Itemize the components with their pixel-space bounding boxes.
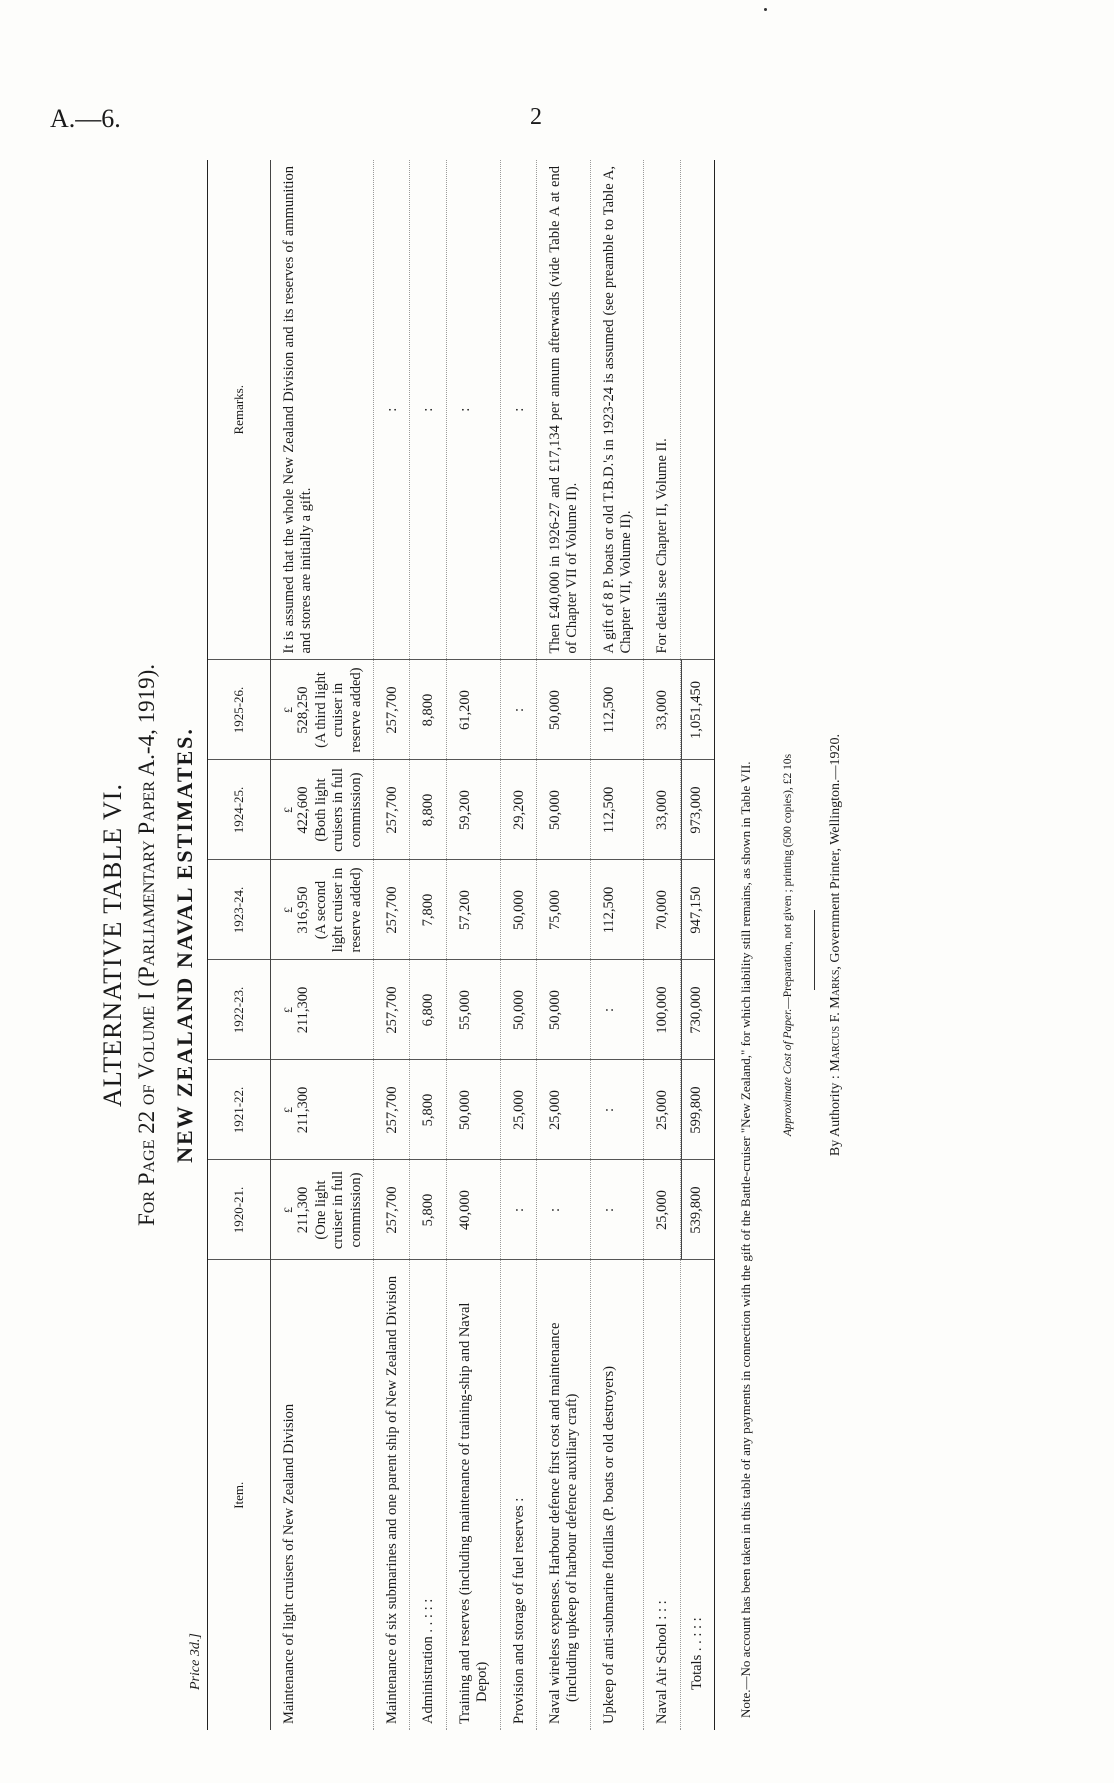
value-cell: [271, 660, 374, 760]
value-cell: [536, 960, 590, 1060]
value-cell: [271, 760, 374, 860]
value-cell: [590, 860, 644, 960]
value-cell: [271, 1060, 374, 1160]
value-cell: [500, 660, 536, 760]
printer-authority: [828, 160, 844, 1730]
value-text: :: [510, 1207, 527, 1213]
item-text: Training and reserves (including maintenance of training-ship and Naval Depot): [456, 1302, 491, 1724]
total-value: 947,150: [681, 861, 705, 960]
total-cell: [680, 1160, 714, 1260]
value-text: 29,200: [510, 790, 527, 830]
remarks-text: It is assumed that the whole New Zealand Division and its reserves of ammunition and stores are initially a gift.: [281, 166, 315, 654]
naval-estimates-table: [207, 160, 715, 1730]
value-cell: [446, 1160, 500, 1260]
total-value: 539,800: [681, 1161, 705, 1260]
value-text: 25,000: [510, 1090, 527, 1130]
value-text: 33,000: [654, 690, 671, 730]
pound-sign: £: [281, 707, 295, 713]
total-cell: [680, 760, 714, 860]
value-text: 40,000: [456, 1190, 473, 1230]
value-text: 257,700: [383, 686, 400, 734]
item-cell: [410, 1260, 446, 1730]
value-text: 112,500: [600, 886, 617, 934]
page-number: 2: [530, 104, 542, 130]
remarks-text: :: [510, 407, 527, 412]
value-cell: [410, 860, 446, 960]
remarks-text: A gift of 8 P. boats or old T.B.D.'s in 1923-24 is assumed (see preamble to Table A, Chapter VII, Volume II).: [600, 166, 635, 654]
remarks-cell: [410, 160, 446, 660]
header-1925-26: 1925-26.: [208, 660, 271, 760]
authority-prefix: By Authority :: [828, 1075, 843, 1157]
table-row: [536, 160, 590, 1730]
item-text: Administration . . : : :: [420, 1598, 437, 1724]
remarks-cell: [590, 160, 644, 660]
value-text: 5,800: [420, 1193, 437, 1227]
value-text: :: [600, 1107, 617, 1113]
remarks-cell: [536, 160, 590, 660]
value-text: 25,000: [654, 1090, 671, 1130]
header-1923-24: 1923-24.: [208, 860, 271, 960]
value-text: 7,800: [420, 893, 437, 927]
item-cell: [500, 1260, 536, 1730]
table-row: [410, 160, 446, 1730]
divider-rule: [814, 910, 815, 990]
value-text: 70,000: [654, 890, 671, 930]
value-text: 33,000: [654, 790, 671, 830]
value-text: 57,200: [456, 890, 473, 930]
value-text: 112,500: [600, 686, 617, 734]
total-value: 1,051,450: [681, 661, 705, 760]
value-cell: [410, 1060, 446, 1160]
value-cell: [271, 1160, 374, 1260]
value-cell: [536, 760, 590, 860]
table-row: [446, 160, 500, 1730]
value-text: 211,300 (One light cruiser in full commission): [295, 1170, 364, 1250]
remarks-cell: [500, 160, 536, 660]
totals-label: Totals . . : : :: [680, 1260, 714, 1730]
value-text: 257,700: [383, 1086, 400, 1134]
total-value: 599,800: [681, 1061, 705, 1160]
value-cell: [590, 1060, 644, 1160]
value-text: 50,000: [510, 990, 527, 1030]
item-cell: [373, 1260, 409, 1730]
rotated-page-content: [92, 160, 872, 1730]
value-cell: [373, 960, 409, 1060]
value-text: 6,800: [420, 993, 437, 1027]
pound-sign: £: [281, 1007, 295, 1013]
table-row: [500, 160, 536, 1730]
value-text: 211,300: [295, 1086, 312, 1134]
item-cell: [446, 1260, 500, 1730]
table-header-row: [208, 160, 271, 1730]
value-text: :: [510, 707, 527, 713]
value-text: 50,000: [546, 990, 563, 1030]
value-cell: [373, 1060, 409, 1160]
total-value: 973,000: [681, 761, 705, 860]
value-text: 528,250 (A third light cruiser in reserve added): [295, 667, 364, 753]
value-cell: [500, 960, 536, 1060]
pound-sign: £: [281, 1107, 295, 1113]
remarks-text: Then £40,000 in 1926-27 and £17,134 per annum afterwards (vide Table A at end of Chapter VII of Volume II).: [546, 166, 581, 654]
value-text: :: [600, 1007, 617, 1013]
value-cell: [644, 1160, 680, 1260]
value-cell: [536, 660, 590, 760]
value-cell: [410, 760, 446, 860]
item-text: Upkeep of anti-submarine flotillas (P. boats or old destroyers): [600, 1366, 617, 1724]
table-row: [644, 160, 680, 1730]
value-text: 25,000: [654, 1190, 671, 1230]
value-text: 211,300: [295, 986, 312, 1034]
value-text: :: [600, 1207, 617, 1213]
value-cell: [271, 960, 374, 1060]
value-text: 55,000: [456, 990, 473, 1030]
remarks-text: For details see Chapter II, Volume II.: [654, 438, 671, 654]
value-cell: [446, 1060, 500, 1160]
value-text: 257,700: [383, 786, 400, 834]
header-1922-23: 1922-23.: [208, 960, 271, 1060]
header-1921-22: 1921-22.: [208, 1060, 271, 1160]
header-item: Item.: [208, 1260, 271, 1730]
cost-text: —Preparation, not given ; printing (500 copies), £2 10s: [782, 753, 794, 1009]
ink-speck: [764, 8, 767, 11]
value-text: 61,200: [456, 690, 473, 730]
value-cell: [590, 760, 644, 860]
value-text: :: [546, 1207, 563, 1213]
remarks-text: :: [383, 407, 400, 412]
value-cell: [410, 660, 446, 760]
authority-suffix: Government Printer, Wellington.—1920.: [828, 733, 843, 963]
remarks-cell: [271, 160, 374, 660]
value-text: 50,000: [456, 1090, 473, 1130]
value-cell: [590, 1160, 644, 1260]
value-cell: [500, 1060, 536, 1160]
value-text: 50,000: [546, 790, 563, 830]
value-text: 8,800: [420, 693, 437, 727]
value-cell: [536, 1160, 590, 1260]
total-value: 730,000: [681, 961, 705, 1060]
table-title: ALTERNATIVE TABLE VI.: [98, 783, 127, 1107]
item-text: Naval wireless expenses. Harbour defence first cost and maintenance (including upkeep of harbour defence auxiliary craft): [546, 1322, 581, 1724]
table-subtitle: For Page 22 of Volume I (Parliamentary Paper A.-4, 1919).: [134, 664, 159, 1227]
item-cell: [590, 1260, 644, 1730]
value-cell: [446, 860, 500, 960]
value-cell: [373, 860, 409, 960]
value-cell: [644, 1060, 680, 1160]
value-text: 100,000: [654, 986, 671, 1034]
value-cell: [410, 960, 446, 1060]
value-cell: [536, 860, 590, 960]
remarks-cell: [446, 160, 500, 660]
remarks-text: :: [420, 407, 437, 412]
cost-label: Approximate Cost of Paper.: [782, 1008, 794, 1137]
value-text: 50,000: [546, 690, 563, 730]
remarks-cell: [373, 160, 409, 660]
estimates-heading: NEW ZEALAND NAVAL ESTIMATES.: [172, 727, 197, 1163]
value-cell: [644, 760, 680, 860]
value-cell: [500, 760, 536, 860]
item-text: Naval Air School : : :: [654, 1600, 671, 1724]
pound-sign: £: [281, 1207, 295, 1213]
value-cell: [644, 860, 680, 960]
value-cell: [373, 660, 409, 760]
value-cell: [644, 960, 680, 1060]
value-cell: [446, 760, 500, 860]
value-cell: [590, 660, 644, 760]
table-row: [590, 160, 644, 1730]
value-text: 5,800: [420, 1093, 437, 1127]
item-text: Provision and storage of fuel reserves :: [510, 1497, 527, 1724]
value-text: 257,700: [383, 986, 400, 1034]
value-text: 422,600 (Both light cruisers in full commission): [295, 768, 364, 852]
item-cell: [271, 1260, 374, 1730]
remarks-cell: [644, 160, 680, 660]
value-text: 112,500: [600, 786, 617, 834]
value-cell: [500, 860, 536, 960]
value-cell: [446, 660, 500, 760]
value-text: 25,000: [546, 1090, 563, 1130]
item-cell: [536, 1260, 590, 1730]
printer-name: Marcus F. Marks,: [828, 966, 843, 1072]
item-cell: [644, 1260, 680, 1730]
total-cell: [680, 860, 714, 960]
table-row: [373, 160, 409, 1730]
total-cell: [680, 960, 714, 1060]
value-cell: [536, 1060, 590, 1160]
value-text: 257,700: [383, 1186, 400, 1234]
remarks-text: :: [456, 407, 473, 412]
header-1920-21: 1920-21.: [208, 1160, 271, 1260]
value-cell: [500, 1160, 536, 1260]
pound-sign: £: [281, 907, 295, 913]
totals-row: [680, 160, 714, 1730]
value-cell: [644, 660, 680, 760]
table-note: Note.—No account has been taken in this table of any payments in connection with the gift of the Battle-cruiser "New Zealand," for which liability still remains, as shown in Table VII.: [738, 761, 753, 1718]
total-cell: [680, 660, 714, 760]
item-text: Maintenance of light cruisers of New Zealand Division: [281, 1403, 297, 1724]
header-remarks: Remarks.: [208, 160, 271, 660]
value-text: 8,800: [420, 793, 437, 827]
cost-of-paper: [782, 160, 794, 1730]
table-row: [271, 160, 374, 1730]
price-label: Price 3d.]: [188, 1633, 203, 1690]
totals-remarks-empty: [680, 160, 714, 660]
pound-sign: £: [281, 807, 295, 813]
value-text: 257,700: [383, 886, 400, 934]
value-cell: [410, 1160, 446, 1260]
total-cell: [680, 1060, 714, 1160]
value-cell: [271, 860, 374, 960]
item-text: Maintenance of six submarines and one parent ship of New Zealand Division: [383, 1275, 400, 1724]
value-cell: [590, 960, 644, 1060]
value-cell: [446, 960, 500, 1060]
header-1924-25: 1924-25.: [208, 760, 271, 860]
value-text: 59,200: [456, 790, 473, 830]
value-text: 50,000: [510, 890, 527, 930]
value-cell: [373, 1160, 409, 1260]
document-code: A.—6.: [50, 104, 121, 133]
value-text: 75,000: [546, 890, 563, 930]
value-text: 316,950 (A second light cruiser in reserve added): [295, 867, 364, 953]
value-cell: [373, 760, 409, 860]
